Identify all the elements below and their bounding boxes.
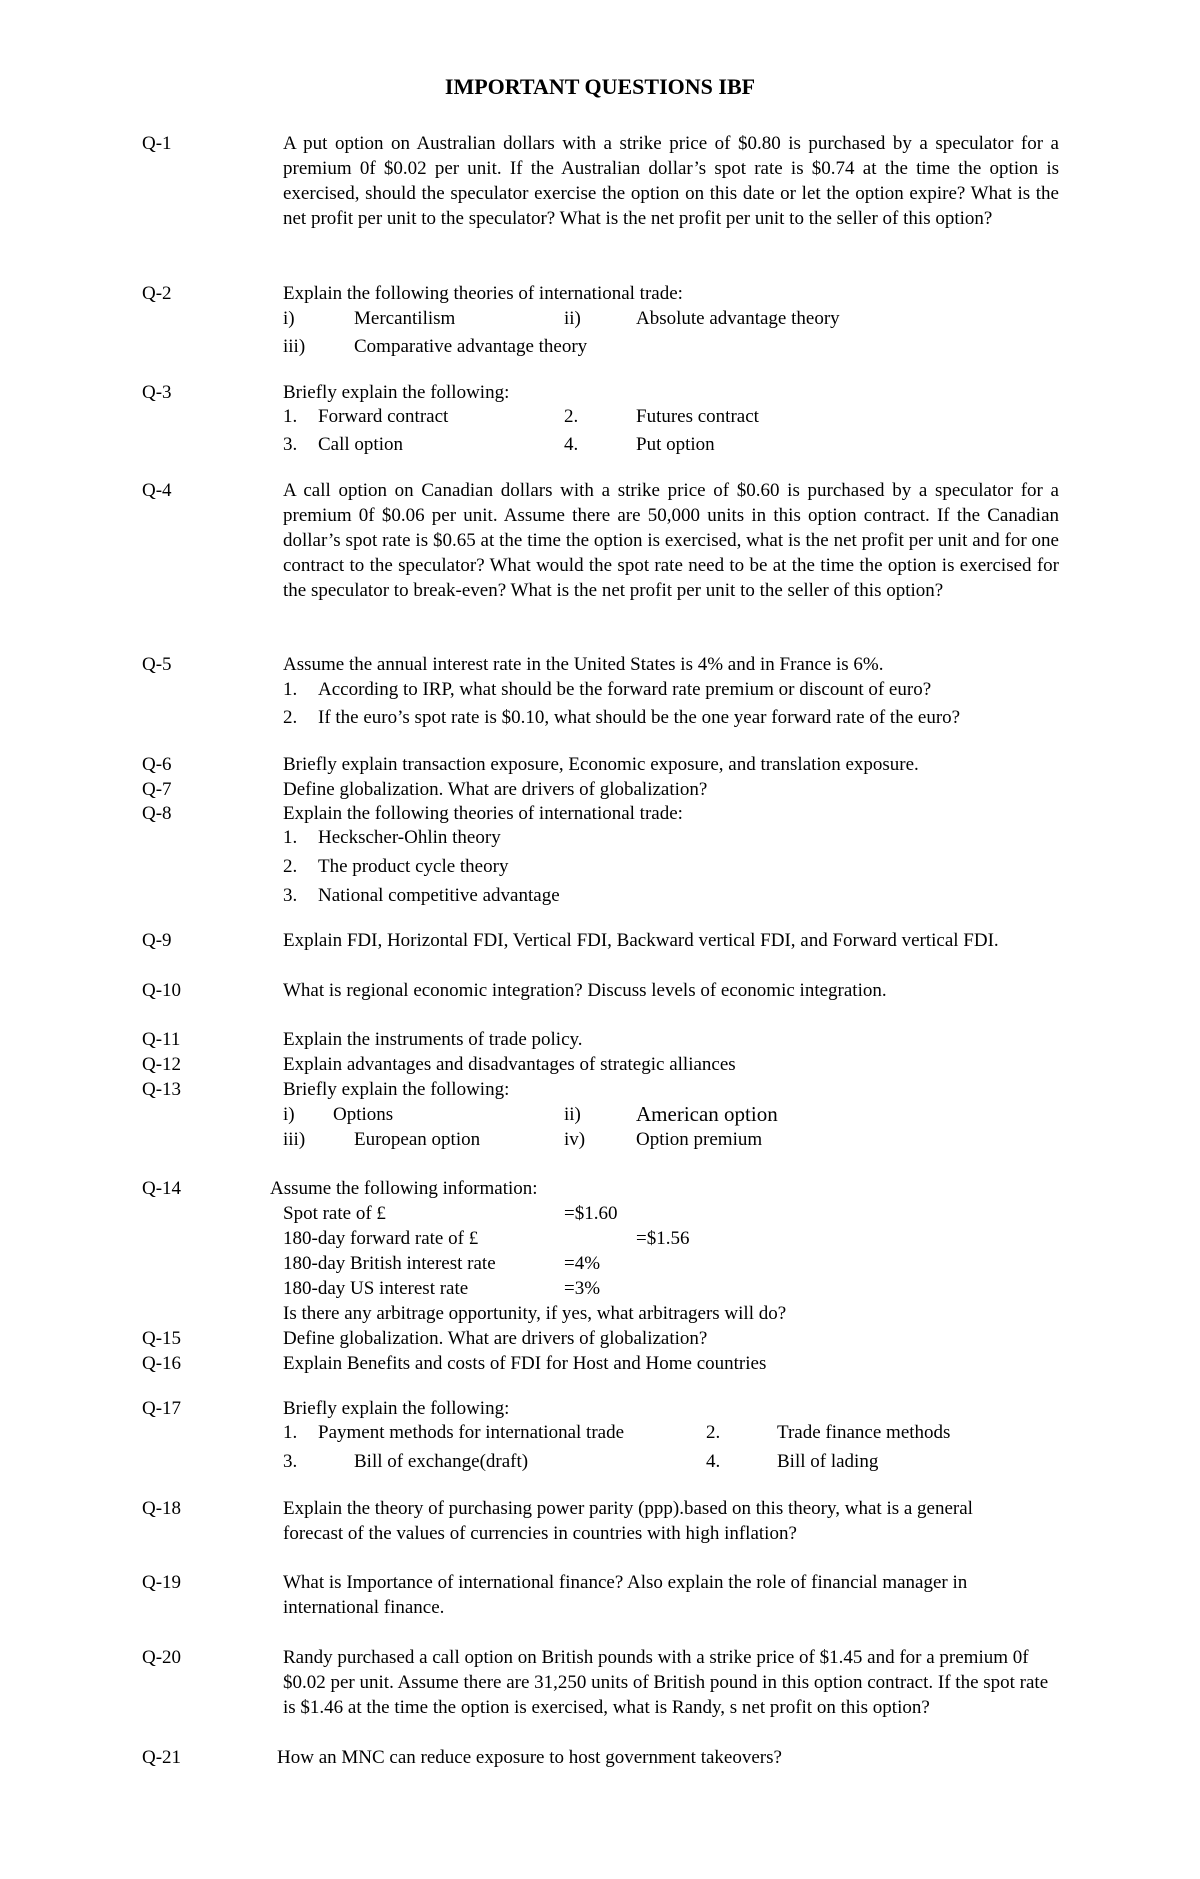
question-number: Q-10	[142, 980, 182, 1001]
question-text: Explain advantages and disadvantages of strategic alliances	[283, 1054, 736, 1075]
question-text: How an MNC can reduce exposure to host government takeovers?	[277, 1747, 782, 1768]
question-number: Q-7	[142, 779, 172, 800]
question-number: Q-13	[142, 1079, 182, 1100]
question-number: Q-12	[142, 1054, 182, 1075]
question-text: What is Importance of international finance? Also explain the role of financial manager in international finance.	[283, 1572, 968, 1618]
question-text: Briefly explain the following:	[283, 1398, 510, 1419]
question-text: Explain the following theories of international trade:	[283, 803, 683, 824]
question-text: A call option on Canadian dollars with a strike price of $0.60 is purchased by a speculator for a premium 0f $0.06 per unit. Assume there are 50,000 units in this option contract. If the Canadian dollar’s spot rate is $0.65 at the time the option is exercised, what is the net profit per unit and for one contract to the speculator? What would the spot rate need to be at the time the option is exercised for the speculator to break-even? What is the net profit per unit to the seller of this option?	[283, 480, 1059, 601]
question-number: Q-20	[142, 1647, 182, 1668]
question-text: Briefly explain the following:	[283, 382, 510, 403]
question-number: Q-3	[142, 382, 172, 403]
question-number: Q-21	[142, 1747, 182, 1768]
question-text: Assume the annual interest rate in the United States is 4% and in France is 6%.	[283, 654, 884, 675]
question-text: A put option on Australian dollars with a strike price of $0.80 is purchased by a speculator for a premium 0f $0.02 per unit. If the Australian dollar’s spot rate is $0.74 at the time the option is exercised, should the speculator exercise the option on this date or let the option expire? What is the net profit per unit to the speculator? What is the net profit per unit to the seller of this option?	[283, 133, 1059, 229]
question-text: Define globalization. What are drivers of globalization?	[283, 779, 708, 800]
question-text: What is regional economic integration? Discuss levels of economic integration.	[283, 980, 887, 1001]
question-text: Explain the following theories of international trade:	[283, 283, 683, 304]
question-number: Q-19	[142, 1572, 182, 1593]
question-number: Q-18	[142, 1498, 182, 1519]
question-text: Explain Benefits and costs of FDI for Host and Home countries	[283, 1353, 767, 1374]
question-number: Q-8	[142, 803, 172, 824]
question-number: Q-2	[142, 283, 172, 304]
question-number: Q-11	[142, 1029, 181, 1050]
question-text: Define globalization. What are drivers of globalization?	[283, 1328, 708, 1349]
question-number: Q-1	[142, 133, 172, 154]
question-number: Q-14	[142, 1178, 182, 1199]
question-number: Q-15	[142, 1328, 182, 1349]
question-text: Explain FDI, Horizontal FDI, Vertical FDI, Backward vertical FDI, and Forward vertical FDI.	[283, 930, 999, 951]
question-number: Q-5	[142, 654, 172, 675]
question-number: Q-6	[142, 754, 172, 775]
question-number: Q-16	[142, 1353, 182, 1374]
question-text: Randy purchased a call option on British pounds with a strike price of $1.45 and for a premium 0f $0.02 per unit. Assume there are 31,250 units of British pound in this option contract. If the spot rate is $1.46 at the time the option is exercised, what is Randy, s net profit on this option?	[283, 1647, 1049, 1718]
question-number: Q-9	[142, 930, 172, 951]
page-title: IMPORTANT QUESTIONS IBF	[444, 74, 756, 99]
question-text: Is there any arbitrage opportunity, if yes, what arbitragers will do?	[283, 1303, 787, 1324]
question-text: Explain the instruments of trade policy.	[283, 1029, 583, 1050]
question-text: Explain the theory of purchasing power parity (ppp).based on this theory, what is a general forecast of the values of currencies in countries with high inflation?	[283, 1498, 973, 1544]
question-number: Q-17	[142, 1398, 182, 1419]
question-text: Briefly explain the following:	[283, 1079, 510, 1100]
question-text: Assume the following information:	[270, 1178, 538, 1199]
question-text: Briefly explain transaction exposure, Economic exposure, and translation exposure.	[283, 754, 919, 775]
question-number: Q-4	[142, 480, 172, 501]
